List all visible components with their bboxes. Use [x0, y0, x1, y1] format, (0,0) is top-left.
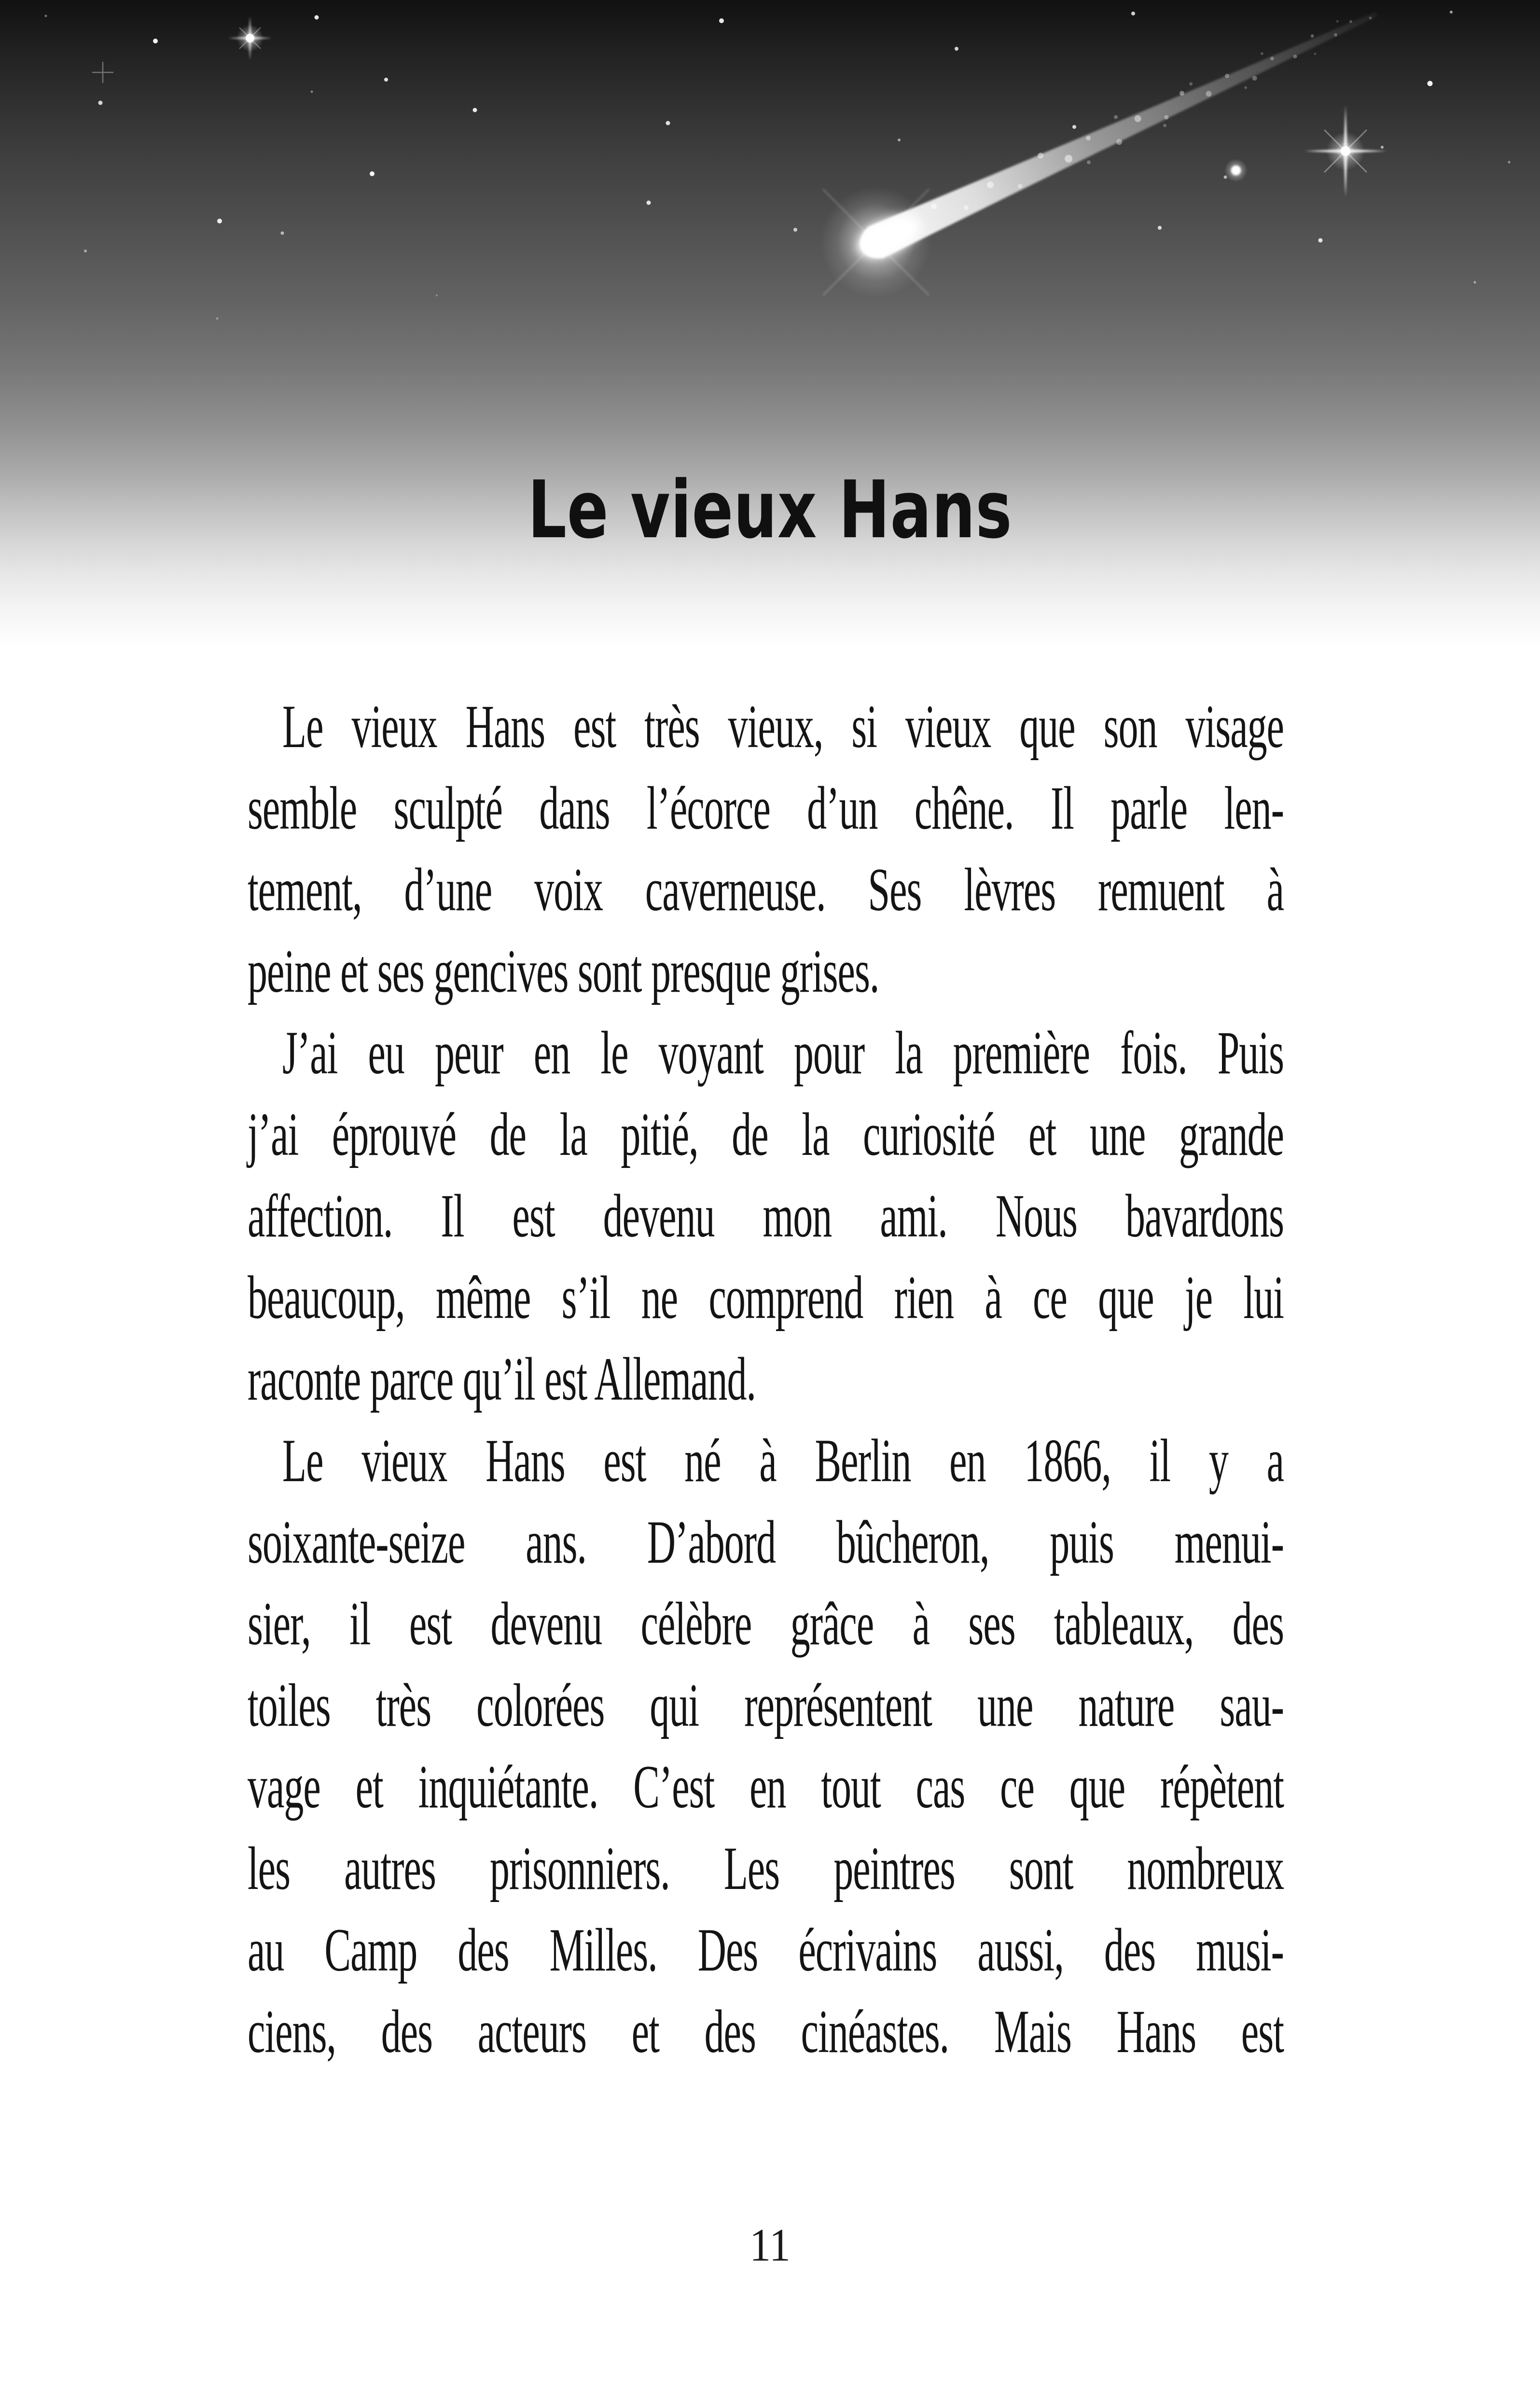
text-line: J’ai eu peur en le voyant pour la première fois. Puis — [282, 1018, 1284, 1087]
text-line: vage et inquiétante. C’est en tout cas ce que répètent — [248, 1752, 1284, 1821]
text-line: peine et ses gencives sont presque grises. — [248, 937, 879, 1006]
text-line: semble sculpté dans l’écorce d’un chêne. Il parle len- — [248, 774, 1284, 843]
text-line: beaucoup, même s’il ne comprend rien à ce que je lui — [248, 1263, 1284, 1332]
body-text — [248, 686, 1284, 2072]
comet-illustration — [820, 0, 1384, 305]
text-line: ciens, des acteurs et des cinéastes. Mais Hans est — [248, 1997, 1284, 2066]
soft-star-icon — [1224, 159, 1248, 182]
text-line: toiles très colorées qui représentent une nature sau- — [248, 1671, 1284, 1740]
text-line: Le vieux Hans est né à Berlin en 1866, il y a — [282, 1426, 1284, 1495]
text-line: tement, d’une voix caverneuse. Ses lèvres remuent à — [248, 855, 1284, 924]
text-line: soixante-seize ans. D’abord bûcheron, puis menui- — [248, 1508, 1284, 1577]
text-line: raconte parce qu’il est Allemand. — [248, 1345, 756, 1414]
page-number: 11 — [749, 2220, 791, 2271]
text-line: au Camp des Milles. Des écrivains aussi, des musi- — [248, 1916, 1284, 1985]
text-line: Le vieux Hans est très vieux, si vieux que son visage — [282, 692, 1284, 761]
text-line: les autres prisonniers. Les peintres sont nombreux — [248, 1834, 1284, 1903]
text-line: j’ai éprouvé de la pitié, de la curiosité et une grande — [248, 1100, 1284, 1169]
chapter-title: Le vieux Hans — [527, 464, 1013, 556]
dim-star-icon — [92, 62, 113, 83]
text-line: affection. Il est devenu mon ami. Nous bavardons — [248, 1181, 1284, 1250]
glow-star-icon — [228, 16, 272, 60]
text-line: sier, il est devenu célèbre grâce à ses tableaux, des — [248, 1589, 1284, 1658]
bright-star-icon — [1304, 105, 1387, 197]
